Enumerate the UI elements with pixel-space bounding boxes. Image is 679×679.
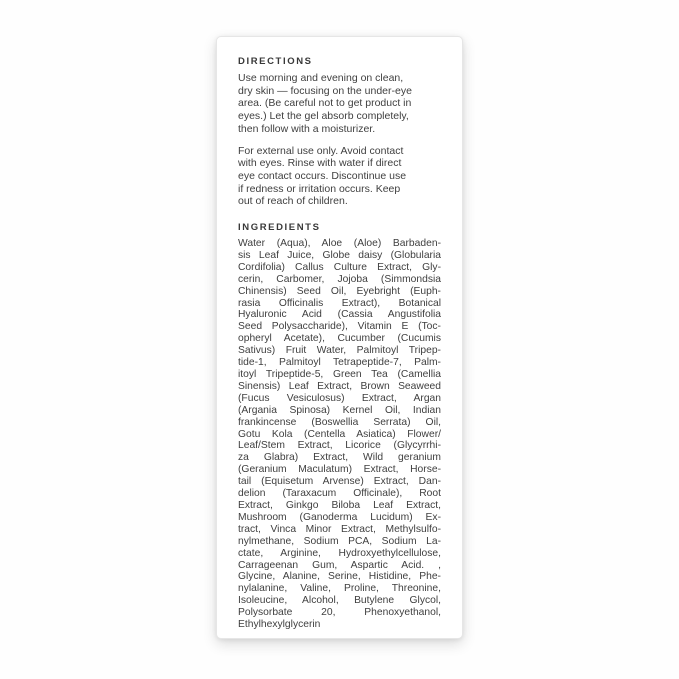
- product-label-panel: [216, 36, 463, 639]
- text-line: Mushroom (Ganoderma Lucidum) Ex-: [238, 511, 441, 523]
- text-line: tide-1, Palmitoyl Tetrapeptide-7, Palm-: [238, 357, 441, 369]
- text-line: Sinensis) Leaf Extract, Brown Seaweed: [238, 380, 441, 392]
- text-line: tract, Vinca Minor Extract, Methylsulfo-: [238, 523, 441, 535]
- text-line: (Argania Spinosa) Kernel Oil, Indian: [238, 404, 441, 416]
- text-line: Water (Aqua), Aloe (Aloe) Barbaden-: [238, 238, 441, 250]
- text-line: (Geranium Maculatum) Extract, Horse-: [238, 464, 441, 476]
- text-line: with eyes. Rinse with water if direct: [238, 157, 402, 170]
- directions-heading: DIRECTIONS: [238, 56, 313, 67]
- text-line: nylmethane, Sodium PCA, Sodium La-: [238, 535, 441, 547]
- text-line: Polysorbate 20, Phenoxyethanol,: [238, 607, 441, 619]
- directions-usage-paragraph: [238, 72, 441, 136]
- ingredients-list: [238, 238, 441, 631]
- text-line: rasia Officinalis Extract), Botanical: [238, 297, 441, 309]
- directions-warning-paragraph: [238, 145, 441, 209]
- text-line: Seed Polysaccharide), Vitamin E (Toc-: [238, 321, 441, 333]
- text-line: frankincense (Boswellia Serrata) Oil,: [238, 416, 441, 428]
- text-line: sis Leaf Juice, Globe daisy (Globularia: [238, 249, 441, 261]
- text-line: Carrageenan Gum, Aspartic Acid. ,: [238, 559, 441, 571]
- text-line: area. (Be careful not to get product in: [238, 97, 412, 110]
- text-line: delion (Taraxacum Officinale), Root: [238, 488, 441, 500]
- text-line: tail (Equisetum Arvense) Extract, Dan-: [238, 476, 441, 488]
- ingredients-heading: INGREDIENTS: [238, 222, 321, 234]
- text-line: Extract, Ginkgo Biloba Leaf Extract,: [238, 499, 441, 511]
- text-line: opheryl Acetate), Cucumber (Cucumis: [238, 333, 441, 345]
- text-line: eyes.) Let the gel absorb completely,: [238, 110, 409, 123]
- text-line: Hyaluronic Acid (Cassia Angustifolia: [238, 309, 441, 321]
- text-line: Sativus) Fruit Water, Palmitoyl Tripep-: [238, 345, 441, 357]
- text-line: Cordifolia) Callus Culture Extract, Gly-: [238, 261, 441, 273]
- text-line: Ethylhexylglycerin: [238, 619, 321, 631]
- text-line: Leaf/Stem Extract, Licorice (Glycyrrhi-: [238, 440, 441, 452]
- text-line: if redness or irritation occurs. Keep: [238, 182, 401, 195]
- text-line: za Glabra) Extract, Wild geranium: [238, 452, 441, 464]
- text-line: itoyl Tripeptide-5, Green Tea (Camellia: [238, 369, 441, 380]
- text-line: then follow with a moisturizer.: [238, 122, 376, 135]
- text-line: nylalanine, Valine, Proline, Threonine,: [238, 583, 441, 595]
- text-line: eye contact occurs. Discontinue use: [238, 169, 407, 182]
- text-line: out of reach of children.: [238, 195, 348, 208]
- text-line: Isoleucine, Alcohol, Butylene Glycol,: [238, 595, 441, 607]
- text-line: Use morning and evening on clean,: [238, 72, 404, 84]
- text-line: For external use only. Avoid contact: [238, 144, 404, 157]
- text-line: Gotu Kola (Centella Asiatica) Flower/: [238, 428, 441, 440]
- text-line: cerin, Carbomer, Jojoba (Simmondsia: [238, 273, 441, 285]
- text-line: dry skin — focusing on the under-eye: [238, 84, 412, 97]
- text-line: ctate, Arginine, Hydroxyethylcellulose,: [238, 547, 441, 559]
- text-line: Glycine, Alanine, Serine, Histidine, Phe-: [238, 571, 441, 583]
- text-line: Chinensis) Seed Oil, Eyebright (Euph-: [238, 285, 441, 297]
- text-line: (Fucus Vesiculosus) Extract, Argan: [238, 392, 441, 404]
